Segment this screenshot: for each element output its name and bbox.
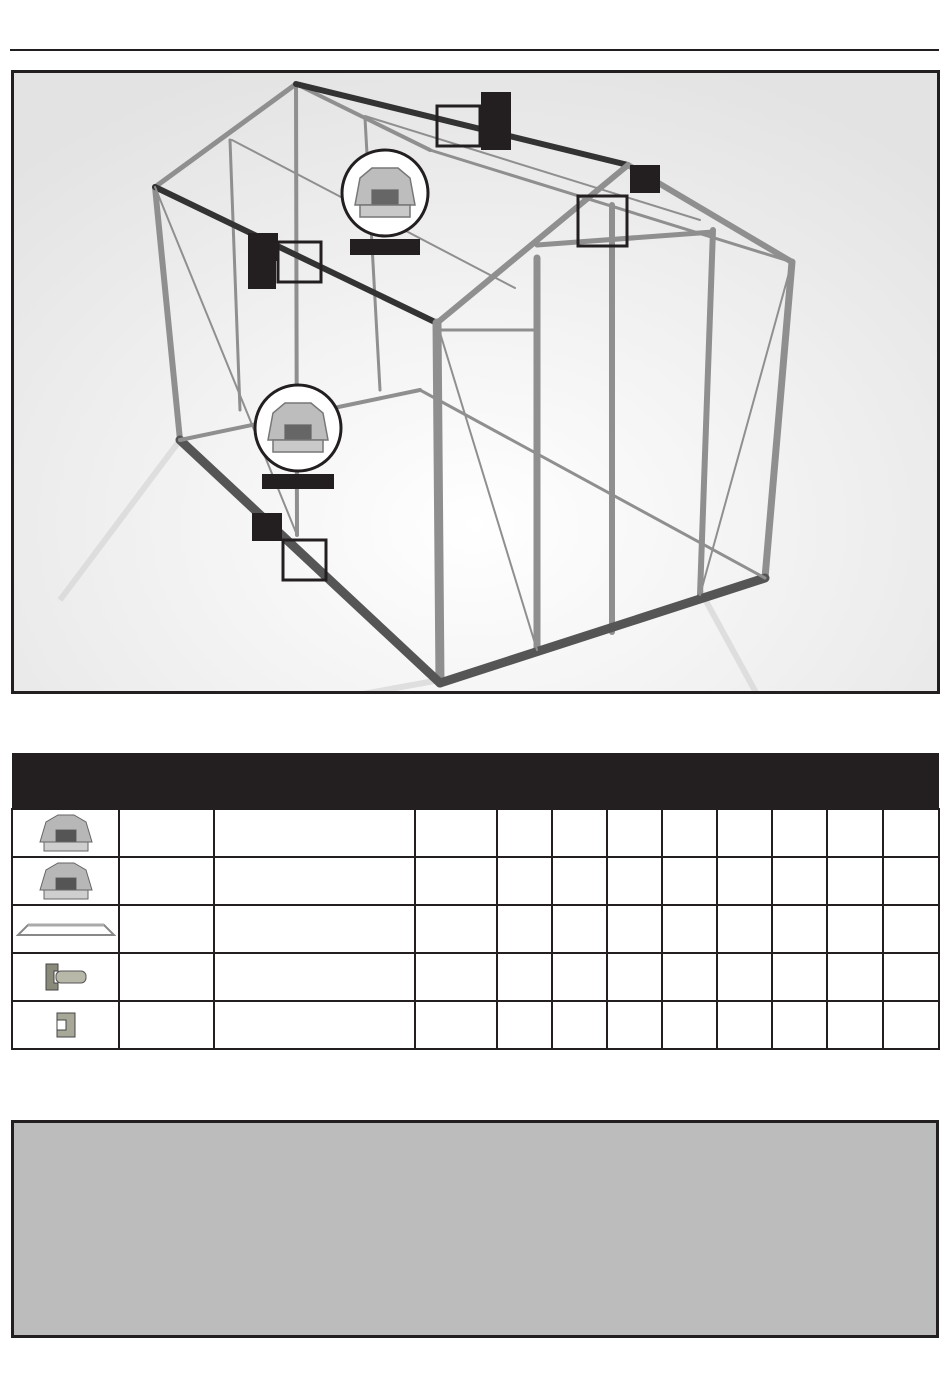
table-row [12,905,939,953]
table-header-row [12,753,939,809]
bolt-icon [42,960,90,994]
greenhouse-frame-illustration [11,70,940,694]
table-row [12,809,939,857]
glazing-bar-profile-icon [36,860,96,902]
header-rule [10,49,939,51]
note-box [11,1120,939,1338]
table-row [12,857,939,905]
glazing-bar-profile-icon [342,150,428,236]
table-header [12,753,939,809]
part-image-cell [12,953,119,1001]
greenhouse-diagram [11,70,940,694]
parts-table [11,753,940,1050]
nut-icon [51,1009,81,1041]
part-image-cell [12,857,119,905]
part-image-cell [12,1001,119,1049]
table-row [12,1001,939,1049]
table-row [12,953,939,1001]
part-image-cell [12,905,119,953]
roof-vent-icon [16,919,116,939]
part-image-cell [12,809,119,857]
glazing-bar-profile-icon [36,812,96,854]
glazing-bar-profile-icon [255,385,341,471]
